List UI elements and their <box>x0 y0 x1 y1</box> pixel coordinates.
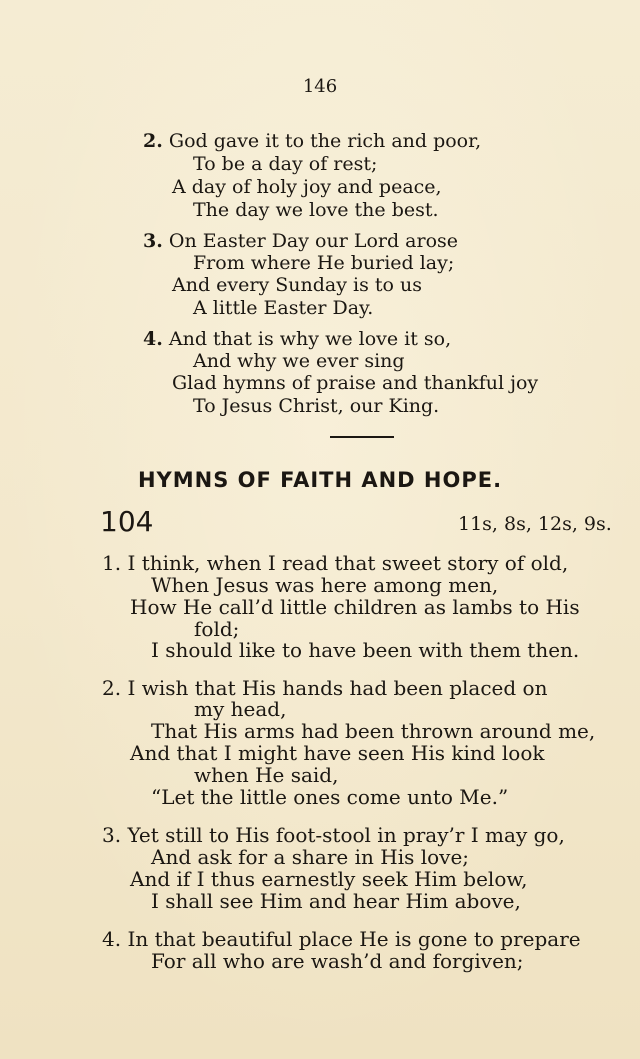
verse-number: 3. <box>143 230 163 252</box>
verse-4-line-2: And why we ever sing <box>193 350 405 372</box>
hymn-number: 104 <box>100 505 154 538</box>
verse-2-line-4: The day we love the best. <box>193 199 439 221</box>
verse-number: 1. <box>102 551 122 575</box>
verse-number: 4. <box>143 328 163 350</box>
verse-3-line-1 <box>102 824 565 846</box>
verse-2-line-5: when He said, <box>194 763 339 787</box>
verse-2-line-2: my head, <box>194 697 287 721</box>
verse-2-line-6: “Let the little ones come unto Me.” <box>151 785 509 809</box>
verse-number: 3. <box>102 823 122 847</box>
verse-text: And that is why we love it so, <box>168 328 452 350</box>
verse-text: I think, when I read that sweet story of old, <box>127 551 569 575</box>
verse-text: I wish that His hands had been placed on <box>127 676 548 700</box>
verse-4-line-4: To Jesus Christ, our King. <box>193 395 440 417</box>
verse-4-line-1 <box>143 328 451 350</box>
verse-text: In that beautiful place He is gone to prepare <box>127 927 581 951</box>
verse-text: On Easter Day our Lord arose <box>168 230 459 252</box>
hymn-meter: 11s, 8s, 12s, 9s. <box>458 513 612 535</box>
verse-number: 2. <box>143 130 163 152</box>
verse-4-line-1 <box>102 928 581 950</box>
verse-3-line-3: And every Sunday is to us <box>172 274 422 296</box>
verse-3-line-4: A little Easter Day. <box>193 297 374 319</box>
section-title: HYMNS OF FAITH AND HOPE. <box>137 468 503 492</box>
verse-2-line-4: And that I might have seen His kind look <box>130 741 545 765</box>
verse-2-line-3: A day of holy joy and peace, <box>172 176 442 198</box>
page-number: 146 <box>302 76 338 97</box>
verse-number: 2. <box>102 676 122 700</box>
verse-2-line-1 <box>102 677 547 699</box>
verse-4-line-2: For all who are wash’d and forgiven; <box>151 949 524 973</box>
verse-1-line-2: When Jesus was here among men, <box>151 573 499 597</box>
verse-1-line-4: fold; <box>194 617 240 641</box>
verse-number: 4. <box>102 927 122 951</box>
verse-1-line-5: I should like to have been with them then. <box>151 638 580 662</box>
verse-text: Yet still to His foot-stool in pray’r I may go, <box>127 823 565 847</box>
verse-1-line-1 <box>102 552 568 574</box>
verse-3-line-2: From where He buried lay; <box>193 252 455 274</box>
verse-3-line-4: I shall see Him and hear Him above, <box>151 889 521 913</box>
verse-2-line-3: That His arms had been thrown around me, <box>151 719 596 743</box>
verse-2-line-1 <box>143 130 481 152</box>
verse-1-line-3: How He call’d little children as lambs to His <box>130 595 580 619</box>
verse-text: God gave it to the rich and poor, <box>168 130 482 152</box>
verse-3-line-2: And ask for a share in His love; <box>151 845 470 869</box>
verse-3-line-1 <box>143 230 458 252</box>
verse-2-line-2: To be a day of rest; <box>193 153 378 175</box>
section-divider <box>330 436 394 438</box>
verse-4-line-3: Glad hymns of praise and thankful joy <box>172 372 539 394</box>
verse-3-line-3: And if I thus earnestly seek Him below, <box>130 867 528 891</box>
